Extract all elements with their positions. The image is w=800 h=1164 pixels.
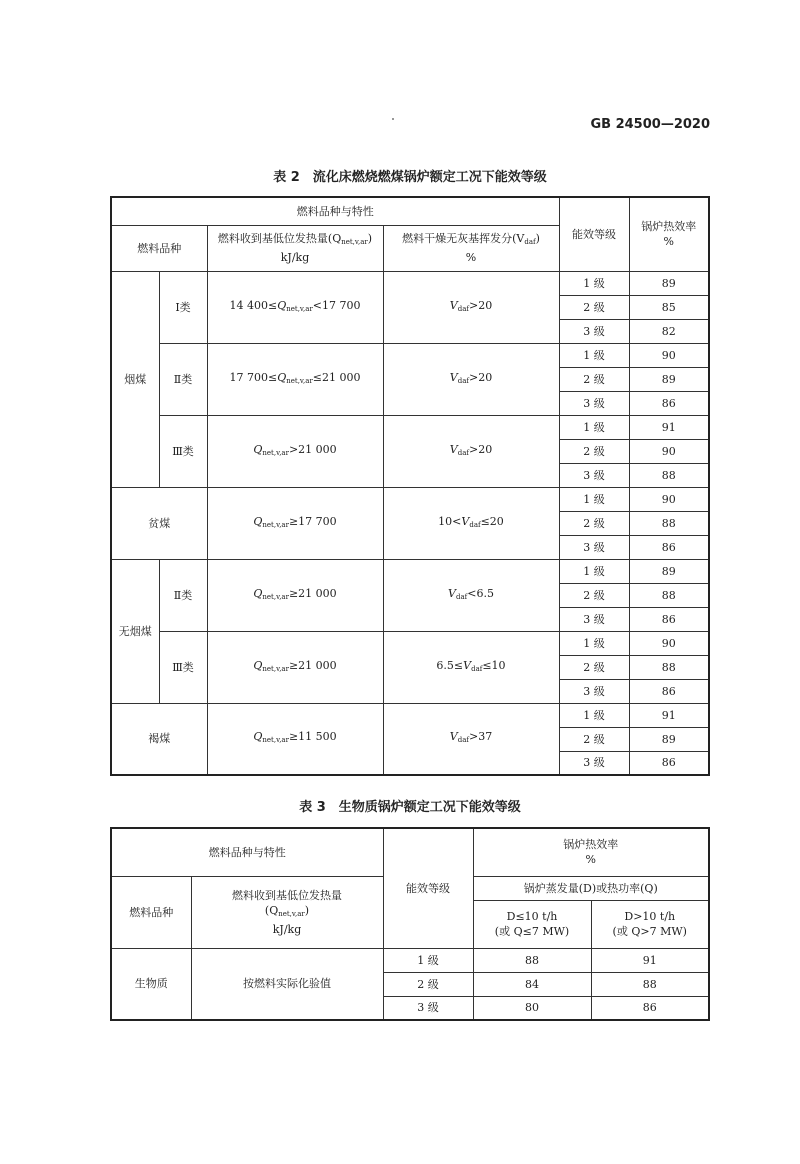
t2-group-pinmei: 贫煤 bbox=[111, 487, 207, 559]
t2-efficiency: 86 bbox=[629, 607, 709, 631]
t2-grade: 2 级 bbox=[559, 511, 629, 535]
t2-heat-y3: $Q_{net,v,ar}>21$ 000 bbox=[207, 415, 383, 487]
t3-header-group: 燃料品种与特性 bbox=[111, 828, 383, 876]
t2-efficiency: 88 bbox=[629, 655, 709, 679]
t3-large: 91 bbox=[591, 948, 709, 972]
t2-group-hemei: 褐煤 bbox=[111, 703, 207, 775]
t2-col-efficiency: 锅炉热效率 % bbox=[629, 197, 709, 271]
t2-efficiency: 89 bbox=[629, 559, 709, 583]
t2-efficiency: 88 bbox=[629, 463, 709, 487]
t2-col-volatile: 燃料干燥无灰基挥发分$(V_{daf})$ % bbox=[383, 225, 559, 271]
t2-grade: 1 级 bbox=[559, 487, 629, 511]
t2-heat-y2: 17 $700\le Q_{net,v,ar}\le 21$ 000 bbox=[207, 343, 383, 415]
t2-heat-p: $Q_{net,v,ar}\ge 17$ 700 bbox=[207, 487, 383, 559]
t2-efficiency: 89 bbox=[629, 271, 709, 295]
t2-efficiency: 86 bbox=[629, 751, 709, 775]
t2-vol-p: $10<V_{daf}\le 20$ bbox=[383, 487, 559, 559]
t3-fuel: 生物质 bbox=[111, 948, 191, 1020]
t2-efficiency: 86 bbox=[629, 679, 709, 703]
t3-col-large: D>10 t/h (或 Q>7 MW) bbox=[591, 900, 709, 948]
t2-efficiency: 82 bbox=[629, 319, 709, 343]
t2-grade: 2 级 bbox=[559, 439, 629, 463]
t2-efficiency: 90 bbox=[629, 631, 709, 655]
t2-vol-h: $V_{daf}>37$ bbox=[383, 703, 559, 775]
scan-speck bbox=[392, 118, 394, 120]
t2-heat-w3: $Q_{net,v,ar}\ge 21$ 000 bbox=[207, 631, 383, 703]
t2-efficiency: 86 bbox=[629, 535, 709, 559]
t2-grade: 1 级 bbox=[559, 631, 629, 655]
t2-class-3: Ⅲ类 bbox=[159, 631, 207, 703]
t2-efficiency: 90 bbox=[629, 487, 709, 511]
t2-header-group: 燃料品种与特性 bbox=[111, 197, 559, 225]
table3-caption: 表 3 生物质锅炉额定工况下能效等级 bbox=[299, 800, 521, 815]
t2-grade: 2 级 bbox=[559, 655, 629, 679]
t2-vol-y1: $V_{daf}>20$ bbox=[383, 271, 559, 343]
t2-grade: 3 级 bbox=[559, 463, 629, 487]
t3-grade: 1 级 bbox=[383, 948, 473, 972]
t2-efficiency: 89 bbox=[629, 367, 709, 391]
t2-heat-w2: $Q_{net,v,ar}\ge 21$ 000 bbox=[207, 559, 383, 631]
table2 bbox=[110, 196, 710, 776]
t3-large: 86 bbox=[591, 996, 709, 1020]
t2-group-wuyanmei: 无烟煤 bbox=[111, 559, 159, 703]
t2-grade: 3 级 bbox=[559, 319, 629, 343]
t3-col-efficiency: 锅炉热效率 % bbox=[473, 828, 709, 876]
t2-group-yanmei: 烟煤 bbox=[111, 271, 159, 487]
t2-grade: 3 级 bbox=[559, 679, 629, 703]
standard-code: GB 24500—2020 bbox=[590, 117, 710, 132]
t3-small: 84 bbox=[473, 972, 591, 996]
t2-col-fuel-type: 燃料品种 bbox=[111, 225, 207, 271]
t2-class-2: Ⅱ类 bbox=[159, 343, 207, 415]
t2-grade: 1 级 bbox=[559, 703, 629, 727]
t2-efficiency: 88 bbox=[629, 511, 709, 535]
t3-col-capacity: 锅炉蒸发量(D)或热功率(Q) bbox=[473, 876, 709, 900]
t2-grade: 1 级 bbox=[559, 559, 629, 583]
t3-heat-value: 按燃料实际化验值 bbox=[191, 948, 383, 1020]
t3-grade: 2 级 bbox=[383, 972, 473, 996]
t2-grade: 3 级 bbox=[559, 391, 629, 415]
t2-col-grade: 能效等级 bbox=[559, 197, 629, 271]
t2-class-1: Ⅰ类 bbox=[159, 271, 207, 343]
t2-vol-y3: $V_{daf}>20$ bbox=[383, 415, 559, 487]
t2-grade: 3 级 bbox=[559, 535, 629, 559]
t2-grade: 3 级 bbox=[559, 607, 629, 631]
t2-heat-y1: 14 $400\le Q_{net,v,ar}<17$ 700 bbox=[207, 271, 383, 343]
t2-vol-y2: $V_{daf}>20$ bbox=[383, 343, 559, 415]
t2-efficiency: 90 bbox=[629, 439, 709, 463]
t2-heat-h: $Q_{net,v,ar}\ge 11$ 500 bbox=[207, 703, 383, 775]
t2-grade: 1 级 bbox=[559, 415, 629, 439]
t2-grade: 2 级 bbox=[559, 295, 629, 319]
table2-caption: 表 2 流化床燃烧燃煤锅炉额定工况下能效等级 bbox=[273, 170, 547, 185]
t2-grade: 1 级 bbox=[559, 271, 629, 295]
t2-vol-w3: $6.5\le V_{daf}\le 10$ bbox=[383, 631, 559, 703]
t2-efficiency: 86 bbox=[629, 391, 709, 415]
t3-large: 88 bbox=[591, 972, 709, 996]
table3 bbox=[110, 827, 710, 1021]
t3-col-fuel-type: 燃料品种 bbox=[111, 876, 191, 948]
t2-grade: 2 级 bbox=[559, 367, 629, 391]
t2-efficiency: 88 bbox=[629, 583, 709, 607]
t2-col-heat-value: 燃料收到基低位发热量$(Q_{net,v,ar})$ kJ/kg bbox=[207, 225, 383, 271]
t3-small: 80 bbox=[473, 996, 591, 1020]
t3-col-small: D≤10 t/h (或 Q≤7 MW) bbox=[473, 900, 591, 948]
t2-grade: 3 级 bbox=[559, 751, 629, 775]
t2-efficiency: 89 bbox=[629, 727, 709, 751]
t2-grade: 2 级 bbox=[559, 727, 629, 751]
t2-vol-w2: $V_{daf}<6.5$ bbox=[383, 559, 559, 631]
t2-class-2: Ⅱ类 bbox=[159, 559, 207, 631]
t3-grade: 3 级 bbox=[383, 996, 473, 1020]
t3-col-grade: 能效等级 bbox=[383, 828, 473, 948]
t3-small: 88 bbox=[473, 948, 591, 972]
t2-grade: 1 级 bbox=[559, 343, 629, 367]
t2-efficiency: 85 bbox=[629, 295, 709, 319]
t2-efficiency: 91 bbox=[629, 415, 709, 439]
t2-efficiency: 91 bbox=[629, 703, 709, 727]
t3-col-heat-value: 燃料收到基低位发热量 $(Q_{net,v,ar})$ kJ/kg bbox=[191, 876, 383, 948]
t2-class-3: Ⅲ类 bbox=[159, 415, 207, 487]
t2-efficiency: 90 bbox=[629, 343, 709, 367]
t2-grade: 2 级 bbox=[559, 583, 629, 607]
